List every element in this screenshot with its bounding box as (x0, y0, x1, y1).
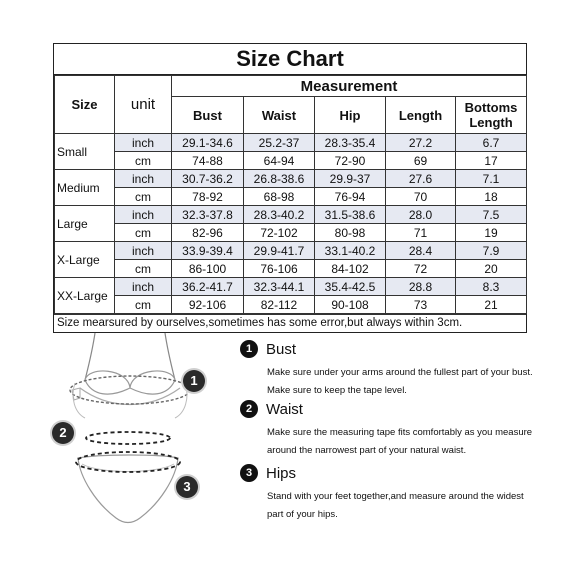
value-cell: 7.9 (456, 242, 527, 260)
value-cell: 7.5 (456, 206, 527, 224)
value-cell: 27.2 (386, 134, 456, 152)
unit-cell: inch (115, 134, 172, 152)
table-row (55, 278, 527, 296)
instruction-text: Make sure under your arms around the fullest part of your bust. Make sure to keep the tape level. (267, 367, 533, 396)
value-cell: 7.1 (456, 170, 527, 188)
value-cell: 31.5-38.6 (315, 206, 386, 224)
value-cell: 72-102 (244, 224, 315, 242)
unit-cell: cm (115, 260, 172, 278)
value-cell: 28.0 (386, 206, 456, 224)
value-cell: 29.9-37 (315, 170, 386, 188)
marker-1-icon: 1 (183, 370, 205, 392)
bikini-drawing (40, 328, 215, 573)
unit-cell: cm (115, 296, 172, 314)
value-cell: 21 (456, 296, 527, 314)
unit-cell: cm (115, 152, 172, 170)
value-cell: 20 (456, 260, 527, 278)
size-name-cell: XX-Large (55, 278, 115, 314)
instruction-bust (240, 338, 540, 400)
instruction-waist (240, 398, 540, 460)
table-row (55, 242, 527, 260)
measurement-header: Measurement (172, 76, 527, 97)
value-cell: 8.3 (456, 278, 527, 296)
marker-2-icon: 2 (52, 422, 74, 444)
size-name-cell: Medium (55, 170, 115, 206)
value-cell: 82-96 (172, 224, 244, 242)
value-cell: 71 (386, 224, 456, 242)
table-row (55, 206, 527, 224)
value-cell: 32.3-37.8 (172, 206, 244, 224)
value-cell: 35.4-42.5 (315, 278, 386, 296)
instruction-text: Stand with your feet together,and measure around the widest part of your hips. (267, 491, 524, 520)
value-cell: 72 (386, 260, 456, 278)
size-table-body (55, 134, 527, 314)
garment-illustration (40, 328, 215, 573)
value-cell: 68-98 (244, 188, 315, 206)
unit-cell: inch (115, 170, 172, 188)
waist-header: Waist (244, 97, 315, 134)
value-cell: 26.8-38.6 (244, 170, 315, 188)
value-cell: 29.1-34.6 (172, 134, 244, 152)
size-name-cell: Large (55, 206, 115, 242)
size-header: Size (55, 76, 115, 134)
size-name-cell: X-Large (55, 242, 115, 278)
value-cell: 33.1-40.2 (315, 242, 386, 260)
value-cell: 76-106 (244, 260, 315, 278)
value-cell: 18 (456, 188, 527, 206)
unit-header: unit (115, 76, 172, 134)
value-cell: 92-106 (172, 296, 244, 314)
bust-header: Bust (172, 97, 244, 134)
value-cell: 80-98 (315, 224, 386, 242)
number-3-icon: 3 (240, 464, 258, 482)
value-cell: 76-94 (315, 188, 386, 206)
value-cell: 82-112 (244, 296, 315, 314)
value-cell: 28.8 (386, 278, 456, 296)
table-row (55, 296, 527, 314)
chart-title: Size Chart (54, 44, 526, 75)
instruction-text: Make sure the measuring tape fits comfortably as you measure around the narrowest part of your natural waist. (267, 427, 533, 456)
marker-3-icon: 3 (176, 476, 198, 498)
unit-cell: inch (115, 242, 172, 260)
value-cell: 32.3-44.1 (244, 278, 315, 296)
value-cell: 28.3-40.2 (244, 206, 315, 224)
table-row (55, 260, 527, 278)
value-cell: 74-88 (172, 152, 244, 170)
value-cell: 64-94 (244, 152, 315, 170)
value-cell: 69 (386, 152, 456, 170)
value-cell: 27.6 (386, 170, 456, 188)
value-cell: 28.4 (386, 242, 456, 260)
hip-header: Hip (315, 97, 386, 134)
instruction-title: Bust (266, 340, 297, 358)
table-row (55, 152, 527, 170)
instruction-title: Waist (266, 400, 303, 418)
size-name-cell: Small (55, 134, 115, 170)
value-cell: 6.7 (456, 134, 527, 152)
number-2-icon: 2 (240, 400, 258, 418)
value-cell: 90-108 (315, 296, 386, 314)
table-row (55, 188, 527, 206)
table-row (55, 224, 527, 242)
value-cell: 84-102 (315, 260, 386, 278)
value-cell: 86-100 (172, 260, 244, 278)
size-chart (53, 43, 527, 333)
unit-cell: cm (115, 188, 172, 206)
value-cell: 72-90 (315, 152, 386, 170)
unit-cell: cm (115, 224, 172, 242)
size-table (54, 75, 527, 314)
instruction-title: Hips (266, 464, 297, 482)
value-cell: 29.9-41.7 (244, 242, 315, 260)
value-cell: 70 (386, 188, 456, 206)
footnote: Size mearsured by ourselves,sometimes has some error,but always within 3cm. (54, 314, 526, 332)
table-row (55, 170, 527, 188)
value-cell: 36.2-41.7 (172, 278, 244, 296)
instruction-hips (240, 462, 540, 524)
table-row (55, 134, 527, 152)
value-cell: 73 (386, 296, 456, 314)
value-cell: 78-92 (172, 188, 244, 206)
bottoms-length-header: Bottoms Length (456, 97, 527, 134)
length-header: Length (386, 97, 456, 134)
value-cell: 28.3-35.4 (315, 134, 386, 152)
unit-cell: inch (115, 278, 172, 296)
value-cell: 30.7-36.2 (172, 170, 244, 188)
value-cell: 19 (456, 224, 527, 242)
value-cell: 33.9-39.4 (172, 242, 244, 260)
number-1-icon: 1 (240, 340, 258, 358)
value-cell: 17 (456, 152, 527, 170)
unit-cell: inch (115, 206, 172, 224)
value-cell: 25.2-37 (244, 134, 315, 152)
